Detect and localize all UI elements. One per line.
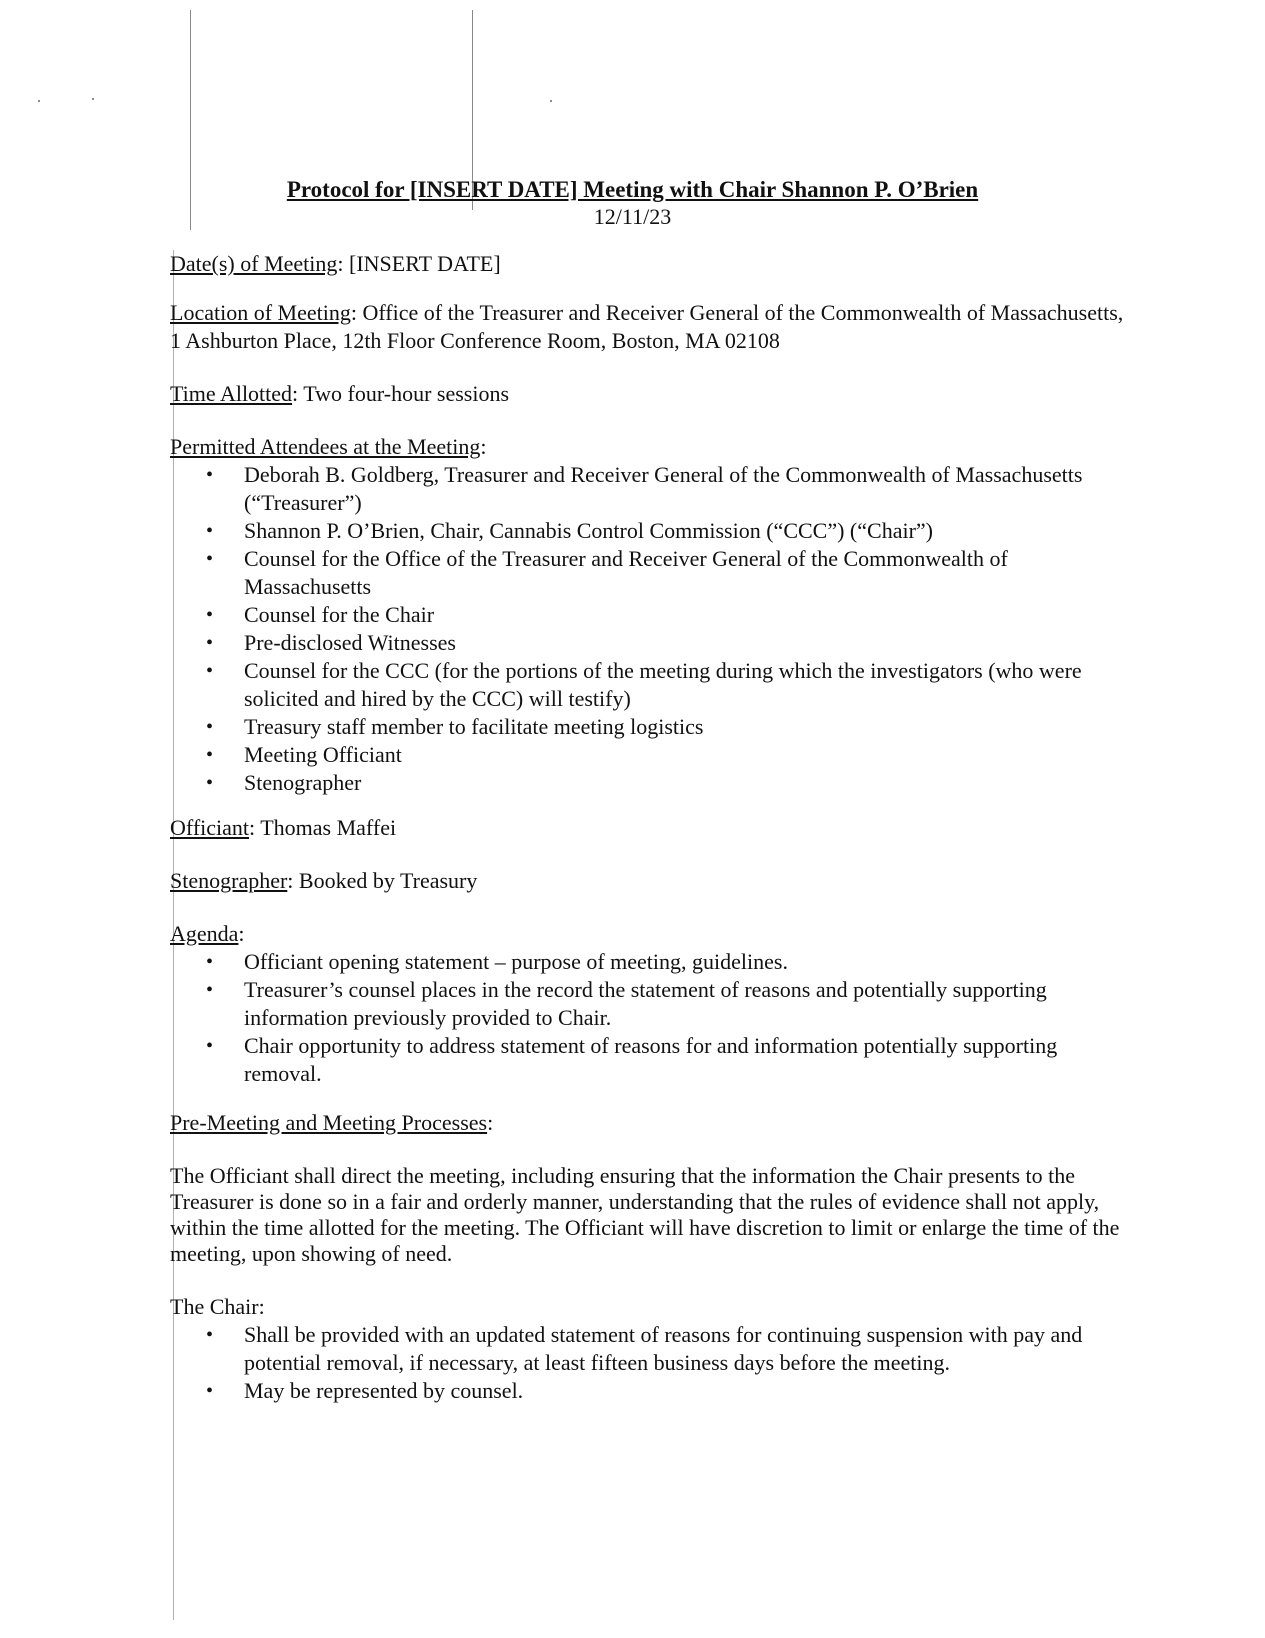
attendees-heading [170, 433, 1130, 461]
document-date: 12/11/23 [593, 204, 672, 229]
agenda-suffix: : [238, 921, 245, 946]
agenda-label: Agenda [170, 921, 239, 946]
officiant-line [170, 814, 1130, 842]
chair-heading: The Chair: [170, 1294, 265, 1319]
officiant-label: Officiant [170, 815, 250, 840]
time-allotted-value: : Two four-hour sessions [292, 381, 510, 406]
stenographer-value: : Booked by Treasury [287, 868, 478, 893]
list-item: • Shannon P. O’Brien, Chair, Cannabis Control Commission (“CCC”) (“Chair”) [170, 517, 1130, 545]
processes-heading [170, 1109, 1130, 1137]
list-item: • Treasury staff member to facilitate meeting logistics [170, 713, 1130, 741]
scan-speck [550, 100, 552, 102]
list-item: • Counsel for the CCC (for the portions of the meeting during which the investigators (who were solicited and hired by the CCC) will testify) [170, 657, 1130, 713]
attendees-label: Permitted Attendees at the Meeting [170, 434, 481, 459]
list-item: • Officiant opening statement – purpose of meeting, guidelines. [170, 948, 1130, 976]
agenda-heading [170, 920, 1130, 948]
agenda-list [170, 948, 1130, 1088]
meeting-date-value: : [INSERT DATE] [337, 251, 501, 276]
list-item: • Counsel for the Chair [170, 601, 1130, 629]
list-item: • Shall be provided with an updated statement of reasons for continuing suspension with pay and potential removal, if necessary, at least fifteen business days before the meeting. [170, 1321, 1130, 1377]
list-item: • Pre-disclosed Witnesses [170, 629, 1130, 657]
list-item: • Meeting Officiant [170, 741, 1130, 769]
document-title: Protocol for [INSERT DATE] Meeting with Chair Shannon P. O’Brien [286, 177, 979, 202]
processes-paragraph: The Officiant shall direct the meeting, including ensuring that the information the Chair presents to the Treasurer is done so in a fair and orderly manner, understanding that the rules of evidence shall not apply, within the time allotted for the meeting. The Officiant will have discretion to limit or enlarge the time of the meeting, upon showing of need. [170, 1163, 1120, 1266]
officiant-value: : Thomas Maffei [249, 815, 397, 840]
location-value: : Office of the Treasurer and Receiver General of the Commonwealth of Massachusetts, 1 Ashburton Place, 12th Floor Conference Room, Boston, MA 02108 [170, 300, 1124, 353]
stenographer-label: Stenographer [170, 868, 288, 893]
meeting-date-line [170, 250, 1130, 278]
location-label: Location of Meeting [170, 300, 351, 325]
time-allotted-line [170, 380, 1130, 408]
list-item: • Counsel for the Office of the Treasurer and Receiver General of the Commonwealth of Massachusetts [170, 545, 1130, 601]
chair-list [170, 1321, 1130, 1405]
scan-speck [38, 100, 40, 102]
processes-label: Pre-Meeting and Meeting Processes [170, 1110, 488, 1135]
attendees-list [170, 461, 1130, 797]
list-item: • May be represented by counsel. [170, 1377, 1130, 1405]
time-allotted-label: Time Allotted [170, 381, 293, 406]
list-item: • Deborah B. Goldberg, Treasurer and Receiver General of the Commonwealth of Massachusetts (“Treasurer”) [170, 461, 1130, 517]
scan-speck [92, 98, 94, 100]
location-line [170, 299, 1130, 355]
attendees-suffix: : [480, 434, 487, 459]
stenographer-line [170, 867, 1130, 895]
meeting-date-label: Date(s) of Meeting [170, 251, 338, 276]
list-item: • Chair opportunity to address statement of reasons for and information potentially supporting removal. [170, 1032, 1130, 1088]
list-item: • Treasurer’s counsel places in the record the statement of reasons and potentially supporting information previously provided to Chair. [170, 976, 1130, 1032]
processes-suffix: : [487, 1110, 494, 1135]
list-item: • Stenographer [170, 769, 1130, 797]
